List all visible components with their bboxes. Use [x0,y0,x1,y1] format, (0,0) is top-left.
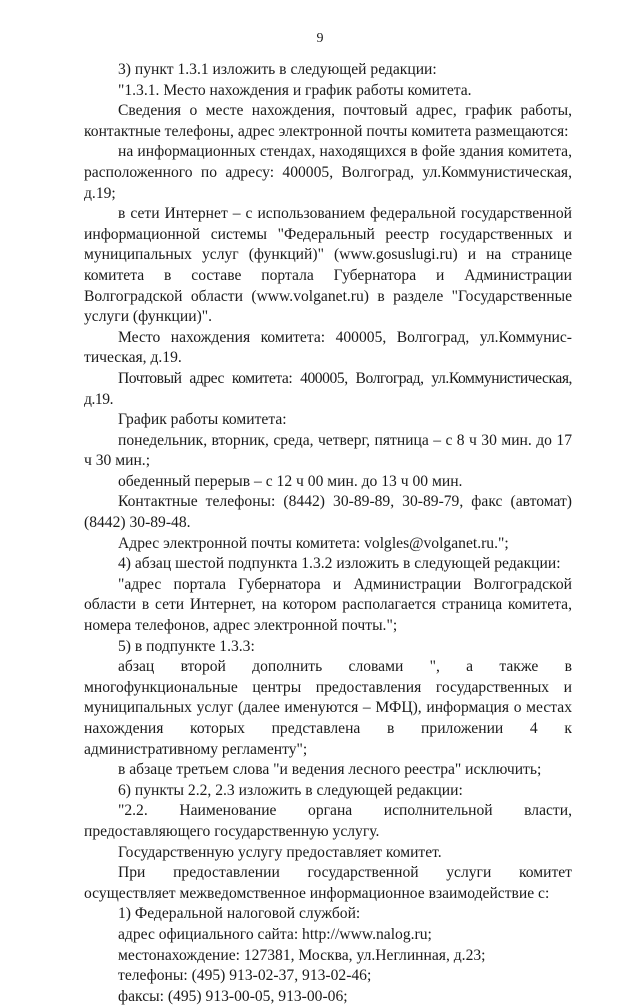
paragraph-heading-2-2: "2.2. Наименование органа исполнительной власти, предоставляющего государственную услугу. [84,802,572,840]
paragraph-item-4: 4) абзац шестой подпункта 1.3.2 изложить в следующей редакции: [118,555,561,573]
paragraph-schedule-title: График работы комитета: [118,411,287,429]
paragraph-location: Место нахождения комитета: 400005, Волгоград, ул.Коммунис-тическая, д.19. [84,328,572,367]
paragraph-tax-service: 1) Федеральной налоговой службой: [118,905,361,923]
paragraph-portal-address: "адрес портала Губернатора и Администрации Волгоградской области в сети Интернет, на котором располагается страница комитета, номера телефонов, адрес электронной почты."; [84,575,572,635]
page-number: 9 [316,31,324,46]
paragraph-info-stands: на информационных стендах, находящихся в фойе здания комитета, расположенного по адресу: 400005, Волгоград, ул.Коммунистическая, д.19; [84,143,572,202]
document-body [84,60,572,1007]
paragraph-service-provider: Государственную услугу предоставляет комитет. [118,843,442,861]
paragraph-item-6: 6) пункты 2.2, 2.3 изложить в следующей редакции: [118,781,463,799]
paragraph-info-placement: Сведения о месте нахождения, почтовый адрес, график работы, контактные телефоны, адрес электронной почты комитета размещаются: [84,102,572,140]
paragraph-internet: в сети Интернет – с использованием федеральной государственной информационной системы "Федеральный реестр государственных и муниципальных услуг (функций)" (www.gosuslugi.ru) и на странице комитета в составе портала Губернатора и Администрации Волгоградской области (www.volganet.ru) в разделе "Государственные услуги (функции)". [84,205,572,326]
paragraph-tax-location: местонахождение: 127381, Москва, ул.Неглинная, д.23; [118,946,486,964]
paragraph-item-3: 3) пункт 1.3.1 изложить в следующей редакции: [118,61,437,78]
paragraph-postal-address: Почтовый адрес комитета: 400005, Волгоград, ул.Коммунистическая, д.19. [84,369,572,408]
paragraph-interaction: При предоставлении государственной услуги комитет осуществляет межведомственное информационное взаимодействие с: [84,864,572,902]
paragraph-website: адрес официального сайта: http://www.nalog.ru; [118,925,432,943]
paragraph-mfc: абзац второй дополнить словами ", а также в многофункциональные центры предоставления государственных и муниципальных услуг (далее именуются – МФЦ), информация о местах нахождения которых представлена в приложении 4 к административному регламенту"; [84,658,572,758]
paragraph-schedule-days: понедельник, вторник, среда, четверг, пятница – с 8 ч 30 мин. до 17 ч 30 мин.; [84,431,572,470]
paragraph-lunch-break: обеденный перерыв – с 12 ч 00 мин. до 13 ч 00 мин. [118,472,463,490]
paragraph-exclude-words: в абзаце третьем слова "и ведения лесного реестра" исключить; [118,761,542,779]
paragraph-email: Адрес электронной почты комитета: volgles@volganet.ru."; [118,534,509,552]
paragraph-tax-faxes: факсы: (495) 913-00-05, 913-00-06; [118,987,348,1005]
paragraph-heading-1-3-1: "1.3.1. Место нахождения и график работы комитета. [118,81,472,99]
paragraph-tax-phones: телефоны: (495) 913-02-37, 913-02-46; [118,967,372,985]
paragraph-item-5: 5) в подпункте 1.3.3: [118,637,255,655]
paragraph-phones: Контактные телефоны: (8442) 30-89-89, 30-89-79, факс (автомат) (8442) 30-89-48. [84,493,572,532]
